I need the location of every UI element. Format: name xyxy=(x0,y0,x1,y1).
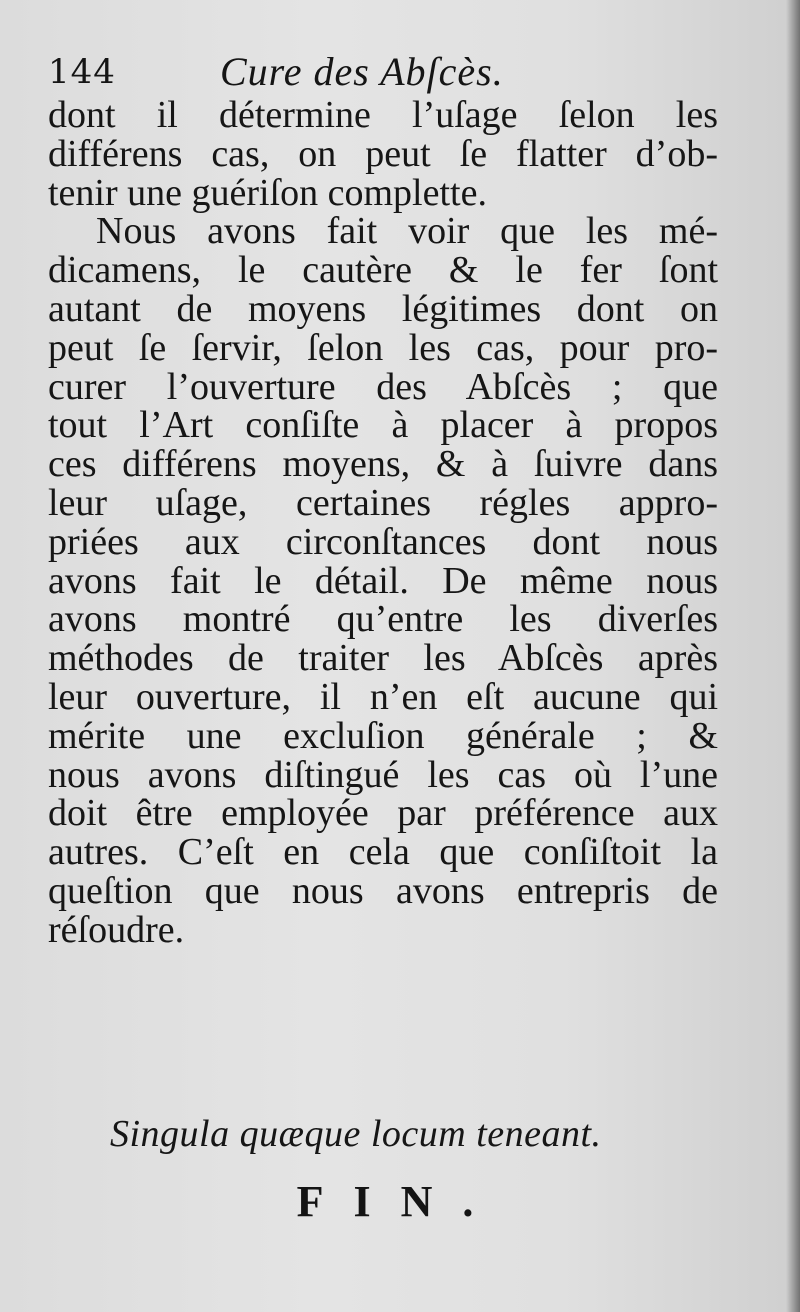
text-line: avons fait le détail. De même nous xyxy=(48,559,718,602)
page-header xyxy=(48,44,748,96)
body-text xyxy=(48,96,718,950)
text-line: méthodes de traiter les Abſcès après xyxy=(48,637,718,680)
text-line: Nous avons fait voir que les mé- xyxy=(96,210,718,253)
text-line: queſtion que nous avons entrepris de xyxy=(48,869,718,912)
text-line: mérite une excluſion générale ; & xyxy=(48,714,718,757)
text-line: avons montré qu’entre les diverſes xyxy=(48,598,718,641)
closing-motto: Singula quæque locum teneant. xyxy=(110,1113,602,1155)
text-line: différens cas, on peut ſe flatter d’ob- xyxy=(48,132,718,175)
text-line: ces différens moyens, & à ſuivre dans xyxy=(48,443,718,486)
page-number: 144 xyxy=(48,52,116,92)
text-line: doit être employée par préférence aux xyxy=(48,792,718,835)
text-line: curer l’ouverture des Abſcès ; que xyxy=(48,365,718,408)
fin-mark: FIN. xyxy=(296,1177,504,1226)
text-line: nous avons diſtingué les cas où l’une xyxy=(48,753,718,796)
text-line: dicamens, le cautère & le fer ſont xyxy=(48,249,718,292)
text-line: peut ſe ſervir, ſelon les cas, pour pro- xyxy=(48,326,718,369)
text-line: réſoudre. xyxy=(48,908,185,951)
text-line: leur uſage, certaines régles appro- xyxy=(48,481,718,524)
text-line: tout l’Art conſiſte à placer à propos xyxy=(48,404,718,447)
text-line: dont il détermine l’uſage ſelon les xyxy=(48,94,718,136)
text-line: leur ouverture, il n’en eſt aucune qui xyxy=(48,675,718,718)
text-line: tenir une guériſon complette. xyxy=(48,171,487,214)
text-line: priées aux circonſtances dont nous xyxy=(48,520,718,563)
text-line: autres. C’eſt en cela que conſiſtoit la xyxy=(48,831,718,874)
text-line: autant de moyens légitimes dont on xyxy=(48,287,718,330)
running-head: Cure des Abſcès. xyxy=(220,49,504,94)
